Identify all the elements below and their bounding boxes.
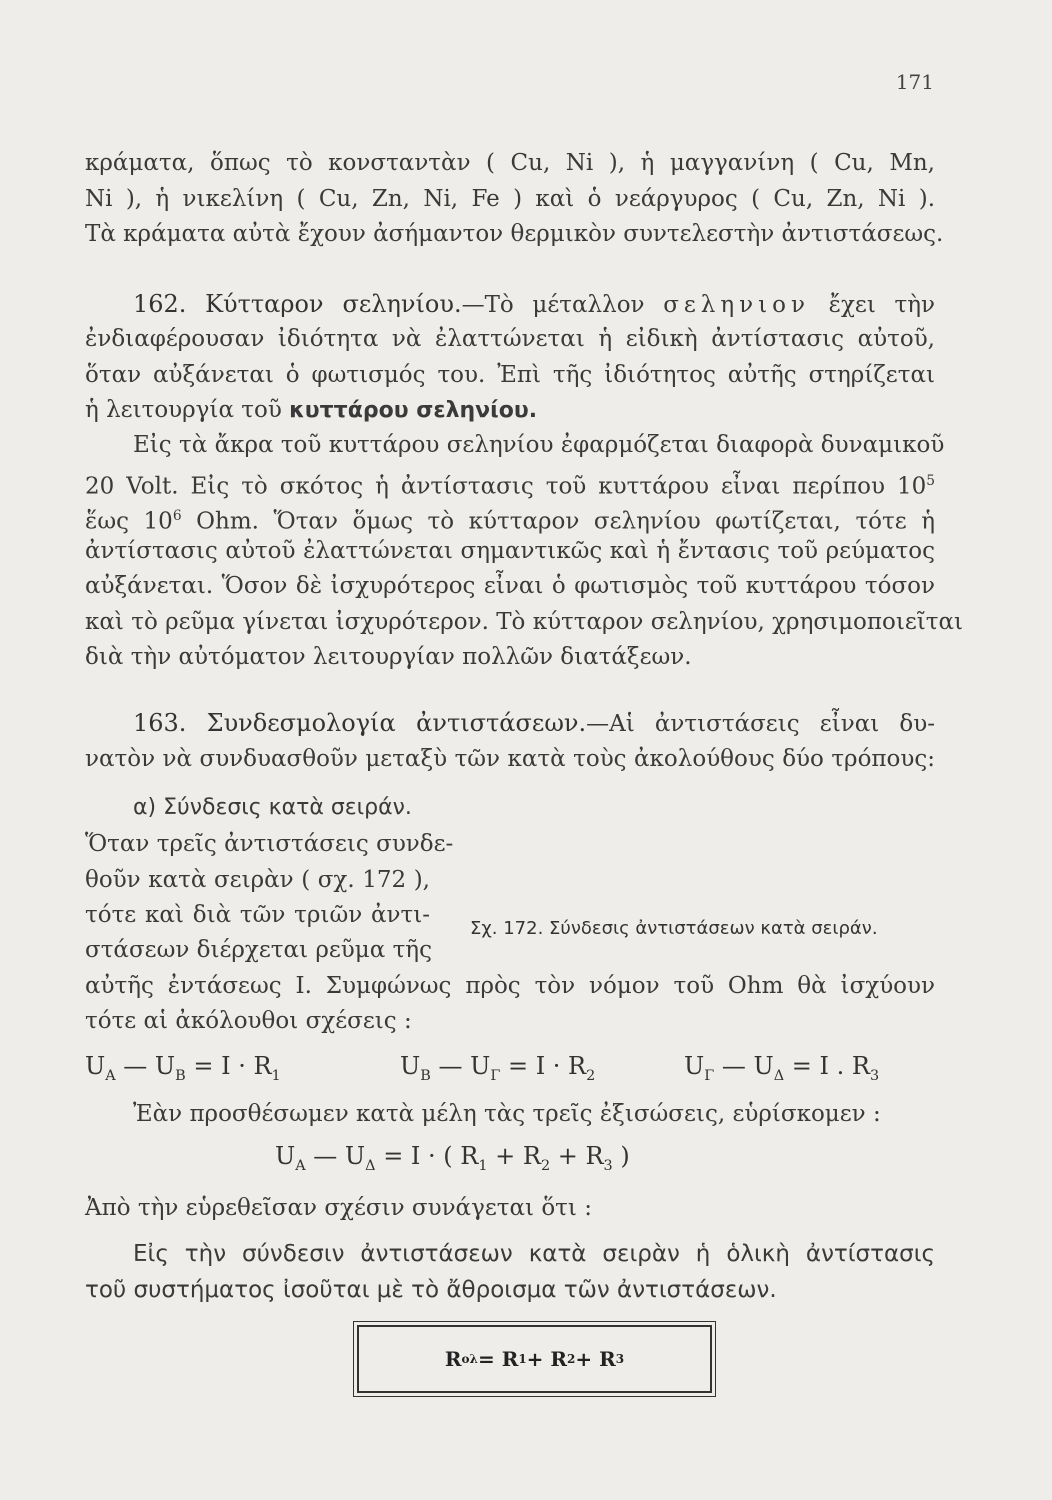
box-sub-3: 3 bbox=[615, 1352, 625, 1366]
eq3-sub-a: Γ bbox=[704, 1067, 715, 1084]
equation-sum: $U_A$ — $U_\Delta = I$ · ( $R_1 + R_2 + R_3$ ) bbox=[275, 1142, 630, 1174]
add-equations-line: Ἐὰν προσθέσωμεν κατὰ μέλη τὰς τρεῖς ἐξισώσεις, εὑρίσκομεν : bbox=[133, 1101, 881, 1127]
eq2-sub-b: Γ bbox=[490, 1067, 501, 1084]
figure-172-caption bbox=[470, 918, 878, 939]
after-line-2: τότε αἱ ἀκόλουθοι σχέσεις : bbox=[85, 1008, 412, 1034]
intro-line-3: Τὰ κράματα αὐτὰ ἔχουν ἀσήμαντον θερμικὸν συντελεστὴν ἀντιστάσεως. bbox=[85, 221, 944, 247]
section-162-p2-line-3-b: Ohm. Ὅταν ὅμως τὸ κύτταρον σεληνίου φωτίζεται, τότε ἡ bbox=[181, 508, 936, 535]
section-162-heading-line bbox=[133, 286, 935, 323]
sum-sub-3: 3 bbox=[603, 1157, 613, 1174]
sum-plus-2: + R bbox=[550, 1142, 604, 1170]
eq2-rhs: = I · R bbox=[507, 1052, 587, 1080]
eq1-rhs: = I · R bbox=[193, 1052, 272, 1080]
eq1-sub-r: 1 bbox=[271, 1067, 281, 1084]
section-162-spaced-word: σεληνιον bbox=[663, 292, 810, 318]
total-resistance-formula-box bbox=[357, 1325, 712, 1393]
eq1-sub-a: A bbox=[105, 1067, 116, 1084]
sum-sub-2: 2 bbox=[540, 1157, 551, 1174]
section-162-text: —Τὸ μέταλλον bbox=[461, 292, 664, 318]
section-162-line-4-text: ἡ λειτουργία τοῦ bbox=[85, 397, 290, 423]
sum-rhs-open: = I · ( R bbox=[383, 1142, 479, 1170]
sum-sub-a: A bbox=[295, 1157, 306, 1174]
equation-2: $U_B$ — $U_\Gamma = I \cdot R_2$ bbox=[400, 1052, 596, 1084]
sum-u2: U bbox=[344, 1142, 366, 1170]
figure-172-label: Σχ. 172. bbox=[470, 918, 544, 939]
conclusion-line-1: Εἰς τὴν σύνδεσιν ἀντιστάσεων κατὰ σειρὰν ἡ ὁλικὴ ἀντίστασις bbox=[133, 1241, 935, 1267]
equation-1: $U_A$ — $U_B = I \cdot R_1$ bbox=[85, 1052, 281, 1084]
section-163-heading-line bbox=[133, 705, 935, 742]
eq2-u2: U bbox=[470, 1052, 491, 1080]
eq3-u1: U bbox=[684, 1052, 705, 1080]
section-162-p2-line-7: διὰ τὴν αὐτόματον λειτουργίαν πολλῶν διατάξεων. bbox=[85, 644, 692, 670]
section-162-text-tail: ἔχει τὴν bbox=[810, 292, 936, 318]
section-163-number: 163. bbox=[133, 709, 187, 737]
page-number: 171 bbox=[895, 70, 934, 94]
exponent-5: 5 bbox=[926, 473, 935, 489]
section-162-p2-line-1: Εἰς τὰ ἄκρα τοῦ κυττάρου σεληνίου ἐφαρμόζεται διαφορὰ δυναμικοῦ bbox=[133, 432, 945, 458]
eq3-sub-r: 3 bbox=[869, 1067, 880, 1084]
section-162-bold-term: κυττάρου σεληνίου. bbox=[289, 398, 538, 423]
narrow-line-2: θοῦν κατὰ σειρὰν ( σχ. 172 ), bbox=[85, 867, 430, 893]
intro-line-1: κράματα, ὅπως τὸ κονσταντὰν ( Cu, Ni ), ἡ μαγγανίνη ( Cu, Mn, bbox=[85, 150, 935, 176]
subsection-a-heading: α) Σύνδεσις κατὰ σειράν. bbox=[133, 795, 412, 820]
sum-plus-1: + R bbox=[487, 1142, 541, 1170]
section-162-p2-line-6: καὶ τὸ ρεῦμα γίνεται ἰσχυρότερον. Τὸ κύτταρον σεληνίου, χρησιμοποιεῖται bbox=[85, 609, 964, 635]
section-162-p2-line-3-a: ἕως 10 bbox=[85, 508, 173, 535]
section-162-title: Κύτταρον σεληνίου. bbox=[205, 290, 462, 318]
narrow-line-1: Ὅταν τρεῖς ἀντιστάσεις συνδε- bbox=[85, 831, 454, 857]
after-line-1: αὐτῆς ἐντάσεως Ι. Συμφώνως πρὸς τὸν νόμον τοῦ Ohm θὰ ἰσχύουν bbox=[85, 973, 935, 999]
section-162-number: 162. bbox=[133, 290, 187, 318]
box-sub-1: 1 bbox=[518, 1352, 527, 1366]
box-r-total: R bbox=[444, 1347, 462, 1371]
eq3-u2: U bbox=[753, 1052, 774, 1080]
eq3-sub-b: Δ bbox=[773, 1067, 785, 1084]
box-plus-1: + R bbox=[526, 1347, 568, 1371]
section-162-p2-line-2-text: 20 Volt. Εἰς τὸ σκότος ἡ ἀντίστασις τοῦ κυττάρου εἶναι περίπου 10 bbox=[85, 473, 927, 500]
section-163-text-tail: —Αἱ ἀντιστάσεις εἶναι δυ- bbox=[586, 711, 935, 737]
eq1-u2: U bbox=[154, 1052, 176, 1080]
narrow-line-4: στάσεων διέρχεται ρεῦμα τῆς bbox=[85, 937, 432, 963]
eq1-sub-b: B bbox=[175, 1067, 186, 1084]
eq2-u1: U bbox=[400, 1052, 421, 1080]
eq2-sub-a: B bbox=[420, 1067, 431, 1084]
section-163-line-2: νατὸν νὰ συνδυασθοῦν μεταξὺ τῶν κατὰ τοὺς ἀκολούθους δύο τρόπους: bbox=[85, 746, 935, 772]
section-162-p2-line-5: αὐξάνεται. Ὅσον δὲ ἰσχυρότερος εἶναι ὁ φωτισμὸς τοῦ κυττάρου τόσον bbox=[85, 573, 935, 599]
sum-u1: U bbox=[275, 1142, 296, 1170]
figure-172-text: Σύνδεσις ἀντιστάσεων κατὰ σειράν. bbox=[549, 918, 878, 939]
deduce-line: Ἀπὸ τὴν εὑρεθεῖσαν σχέσιν συνάγεται ὅτι : bbox=[85, 1195, 592, 1221]
intro-line-2: Ni ), ἡ νικελίνη ( Cu, Zn, Ni, Fe ) καὶ ὁ νεάργυρος ( Cu, Zn, Ni ). bbox=[85, 186, 935, 212]
section-162-line-2: ἐνδιαφέρουσαν ἰδιότητα νὰ ἐλαττώνεται ἡ εἰδικὴ ἀντίστασις αὐτοῦ, bbox=[85, 326, 935, 352]
box-plus-2: + R bbox=[575, 1347, 616, 1371]
conclusion-line-2: τοῦ συστήματος ἰσοῦται μὲ τὸ ἄθροισμα τῶν ἀντιστάσεων. bbox=[85, 1277, 777, 1303]
section-162-line-4 bbox=[85, 392, 935, 429]
sum-sub-1: 1 bbox=[478, 1157, 488, 1174]
section-162-line-3: ὅταν αὐξάνεται ὁ φωτισμός του. Ἐπὶ τῆς ἰδιότητος αὐτῆς στηρίζεται bbox=[85, 362, 935, 388]
box-eq-r1: = R bbox=[477, 1347, 519, 1371]
section-162-p2-line-4: ἀντίστασις αὐτοῦ ἐλαττώνεται σημαντικῶς καὶ ἡ ἔντασις τοῦ ρεύματος bbox=[85, 538, 935, 564]
eq1-u1: U bbox=[85, 1052, 106, 1080]
eq2-sub-r: 2 bbox=[586, 1067, 596, 1084]
narrow-line-3: τότε καὶ διὰ τῶν τριῶν ἀντι- bbox=[85, 902, 430, 928]
eq3-rhs: = I . R bbox=[791, 1052, 870, 1080]
box-sub-2: 2 bbox=[567, 1352, 576, 1366]
section-163-title: Συνδεσμολογία ἀντιστάσεων. bbox=[206, 709, 587, 737]
sum-close: ) bbox=[612, 1142, 630, 1170]
equation-3: $U_\Gamma$ — $U_\Delta = I$ . $R_3$ bbox=[684, 1052, 880, 1084]
box-sub-ol: ολ bbox=[461, 1352, 478, 1366]
exponent-6: 6 bbox=[172, 508, 182, 524]
sum-sub-b: Δ bbox=[365, 1157, 376, 1174]
